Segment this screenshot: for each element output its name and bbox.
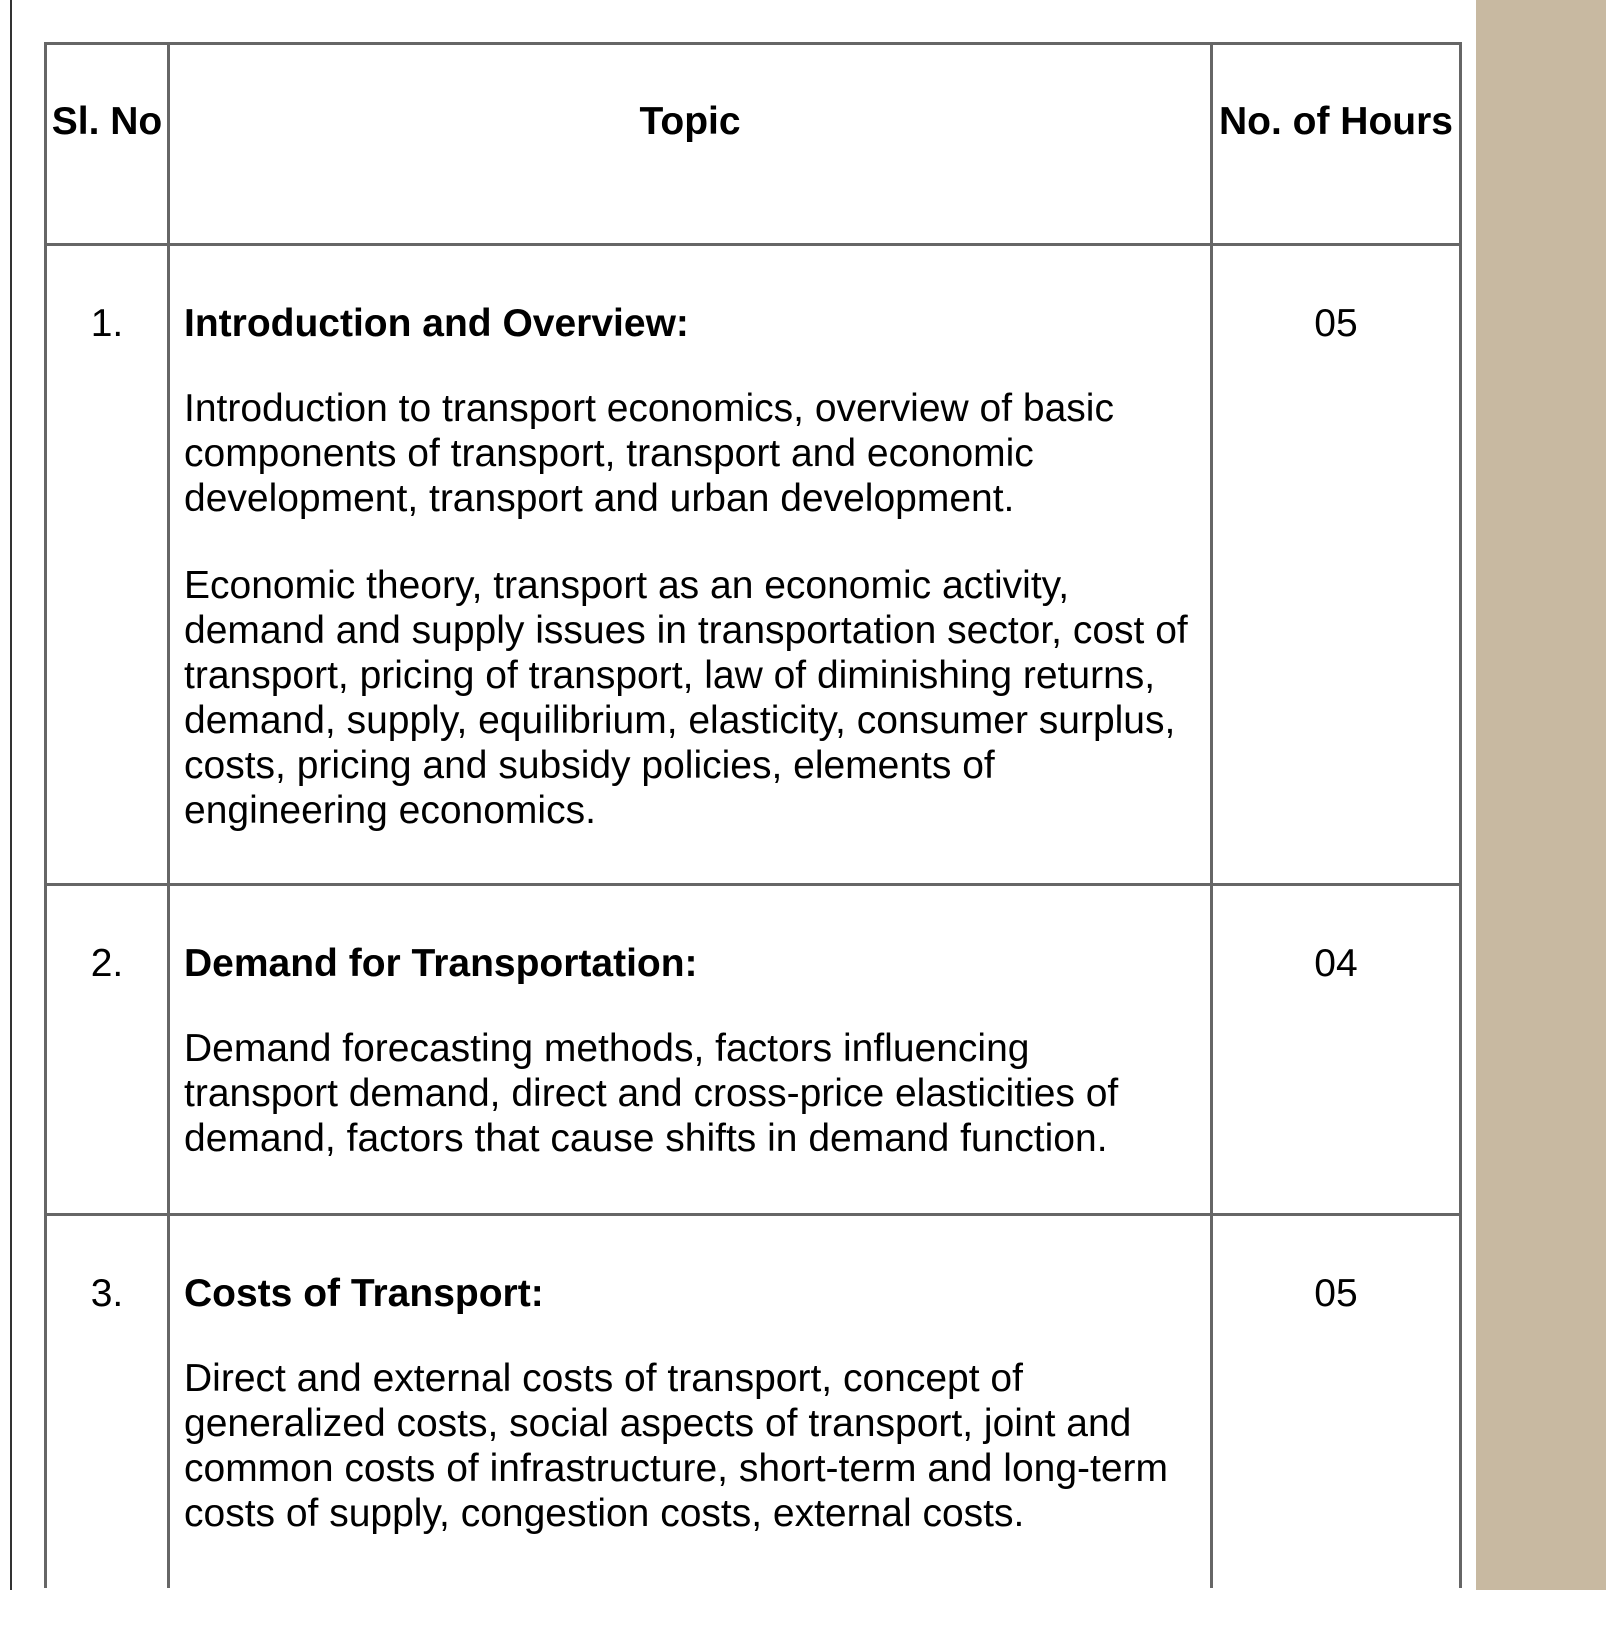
row-hours: 05 <box>1213 246 1462 886</box>
topic-title: Demand for Transportation: <box>184 942 698 985</box>
table-row <box>47 1216 1462 1588</box>
row-hours: 05 <box>1213 1216 1462 1588</box>
row-topic-cell <box>170 886 1213 1216</box>
table-row <box>47 886 1462 1216</box>
header-topic <box>170 45 1213 246</box>
topic-description: Introduction to transport economics, overview of basic components of transport, transport and economic development, transport and urban development. <box>184 387 1114 520</box>
topic-title: Introduction and Overview: <box>184 302 689 345</box>
left-border-rule <box>10 0 12 1590</box>
topic-title: Costs of Transport: <box>184 1272 544 1315</box>
header-sl-no-label: Sl. No <box>51 100 163 143</box>
header-hours-label: No. of Hours <box>1219 100 1453 143</box>
topic-description: Economic theory, transport as an economic activity, demand and supply issues in transportation sector, cost of transport, pricing of transport, law of diminishing returns, demand, supply, equilibrium, elasticity, consumer surplus, costs, pricing and subsidy policies, elements of engineering economics. <box>184 564 1188 832</box>
row-topic-cell <box>170 1216 1213 1588</box>
syllabus-table <box>44 42 1462 1588</box>
topic-description: Direct and external costs of transport, concept of generalized costs, social aspects of transport, joint and common costs of infrastructure, short-term and long-term costs of supply, congestion costs, external costs. <box>184 1357 1169 1535</box>
row-hours: 04 <box>1213 886 1462 1216</box>
row-sl-no: 1. <box>47 246 170 886</box>
header-hours <box>1213 45 1462 246</box>
row-topic-cell <box>170 246 1213 886</box>
table-row <box>47 246 1462 886</box>
row-sl-no: 3. <box>47 1216 170 1588</box>
topic-description: Demand forecasting methods, factors influencing transport demand, direct and cross-price elasticities of demand, factors that cause shifts in demand function. <box>184 1027 1119 1160</box>
header-sl-no <box>47 45 170 246</box>
header-topic-label: Topic <box>639 100 741 143</box>
row-sl-no: 2. <box>47 886 170 1216</box>
table-header-row <box>47 45 1462 246</box>
right-side-panel <box>1476 0 1606 1590</box>
